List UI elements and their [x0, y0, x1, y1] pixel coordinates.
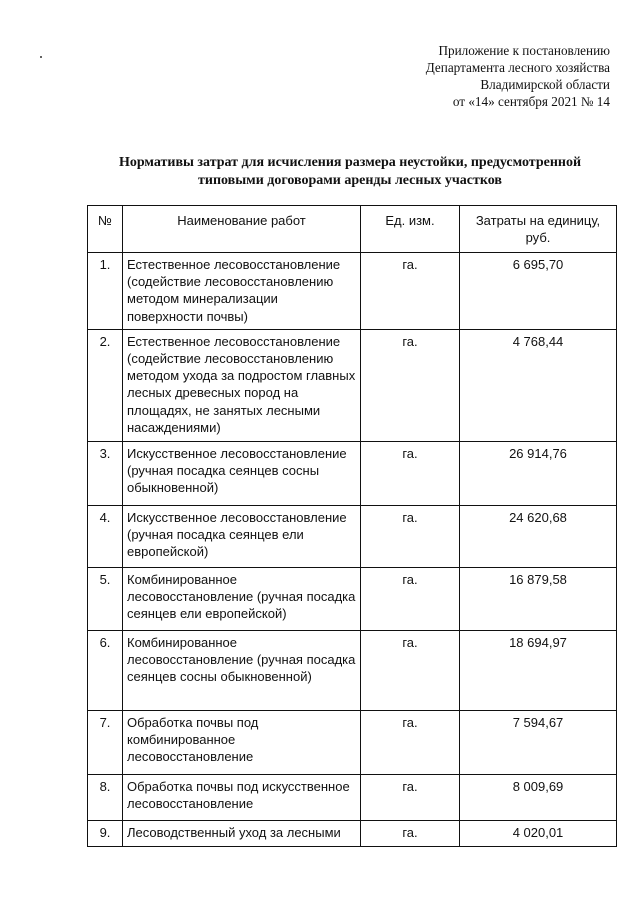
row-number: 2. — [88, 329, 123, 441]
table-row — [88, 253, 617, 330]
header-cost: Затраты на единицу, руб. — [460, 206, 617, 253]
norms-table — [87, 205, 617, 847]
title-line-2: типовыми договорами аренды лесных участков — [198, 172, 502, 188]
document-title — [60, 154, 640, 189]
title-line-1: Нормативы затрат для исчисления размера неустойки, предусмотренной — [118, 155, 582, 170]
row-cost: 6 695,70 — [460, 253, 617, 330]
row-cost: 24 620,68 — [460, 505, 617, 567]
row-work-name: Обработка почвы под искусственное лесовосстановление — [123, 774, 361, 820]
row-unit: га. — [361, 567, 460, 630]
row-number: 6. — [88, 630, 123, 710]
appendix-line-3: Владимирской области — [480, 77, 610, 92]
row-unit: га. — [361, 505, 460, 567]
row-work-name: Естественное лесовосстановление (содействие лесовосстановлению методом ухода за подростом главных лесных древесных пород на площадях, не занятых лесными насаждениями) — [123, 329, 361, 441]
table-row — [88, 441, 617, 505]
table-row — [88, 329, 617, 441]
table-row — [88, 505, 617, 567]
appendix-line-2: Департамента лесного хозяйства — [425, 60, 610, 75]
scan-speck — [40, 56, 42, 58]
row-unit: га. — [361, 630, 460, 710]
header-unit: Ед. изм. — [361, 206, 460, 253]
row-unit: га. — [361, 329, 460, 441]
row-number: 3. — [88, 441, 123, 505]
row-unit: га. — [361, 820, 460, 846]
row-number: 5. — [88, 567, 123, 630]
row-work-name: Искусственное лесовосстановление (ручная посадка сеянцев ели европейской) — [123, 505, 361, 567]
row-cost: 8 009,69 — [460, 774, 617, 820]
table-row — [88, 567, 617, 630]
row-unit: га. — [361, 253, 460, 330]
header-name: Наименование работ — [123, 206, 361, 253]
row-cost: 7 594,67 — [460, 710, 617, 774]
table-row — [88, 630, 617, 710]
row-number: 8. — [88, 774, 123, 820]
header-num: № — [88, 206, 123, 253]
row-cost: 4 020,01 — [460, 820, 617, 846]
row-cost: 26 914,76 — [460, 441, 617, 505]
row-number: 7. — [88, 710, 123, 774]
row-unit: га. — [361, 441, 460, 505]
row-unit: га. — [361, 774, 460, 820]
row-cost: 16 879,58 — [460, 567, 617, 630]
appendix-header — [426, 42, 610, 110]
row-number: 4. — [88, 505, 123, 567]
row-work-name: Искусственное лесовосстановление (ручная посадка сеянцев сосны обыкновенной) — [123, 441, 361, 505]
appendix-line-4: от «14» сентября 2021 № 14 — [452, 94, 610, 109]
row-work-name: Естественное лесовосстановление (содействие лесовосстановлению методом минерализации поверхности почвы) — [123, 253, 361, 330]
table-row — [88, 820, 617, 846]
table-row — [88, 774, 617, 820]
table-row — [88, 710, 617, 774]
row-unit: га. — [361, 710, 460, 774]
appendix-line-1: Приложение к постановлению — [438, 43, 610, 58]
row-number: 1. — [88, 253, 123, 330]
table-header-row — [88, 206, 617, 253]
row-work-name: Лесоводственный уход за лесными — [123, 820, 361, 846]
row-work-name: Обработка почвы под комбинированное лесовосстановление — [123, 710, 361, 774]
row-cost: 18 694,97 — [460, 630, 617, 710]
row-cost: 4 768,44 — [460, 329, 617, 441]
row-work-name: Комбинированное лесовосстановление (ручная посадка сеянцев ели европейской) — [123, 567, 361, 630]
row-number: 9. — [88, 820, 123, 846]
row-work-name: Комбинированное лесовосстановление (ручная посадка сеянцев сосны обыкновенной) — [123, 630, 361, 710]
